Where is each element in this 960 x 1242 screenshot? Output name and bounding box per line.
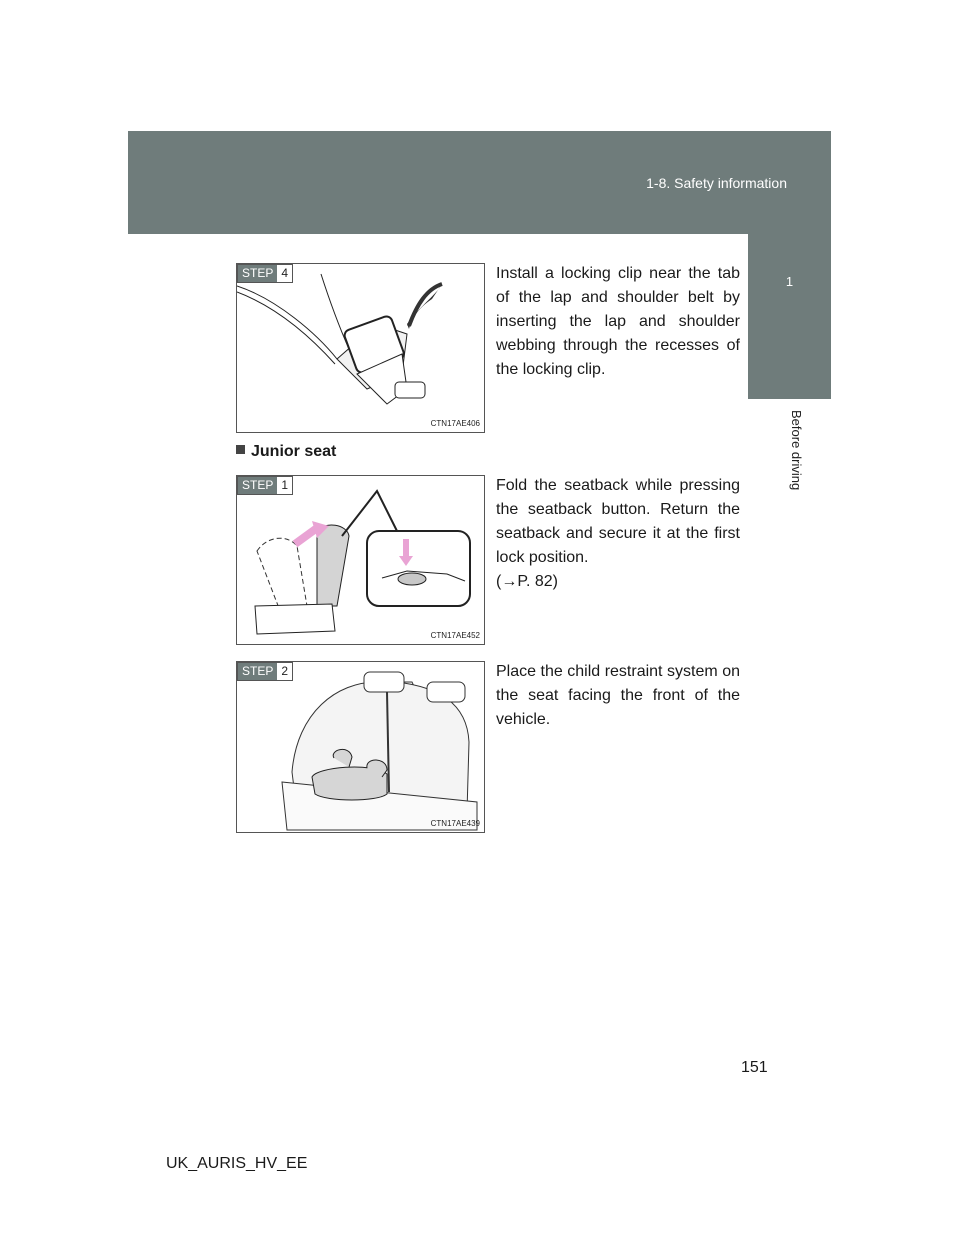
page-reference: (→P. 82) bbox=[496, 573, 558, 590]
figure-fold-seatback bbox=[236, 475, 485, 645]
step-badge-number: 1 bbox=[277, 477, 292, 494]
header-band bbox=[128, 131, 831, 234]
junior-seat-illustration bbox=[237, 662, 484, 832]
step-badge-number: 2 bbox=[277, 663, 292, 680]
step-text: Install a locking clip near the tab of the lap and shoulder belt by inserting the lap and shoulder webbing through the recesses of the locking clip. bbox=[496, 265, 740, 378]
square-bullet-icon bbox=[236, 445, 245, 454]
step-badge-label: STEP bbox=[238, 663, 277, 680]
step-badge bbox=[237, 476, 293, 495]
step-badge-label: STEP bbox=[238, 265, 277, 282]
step-badge bbox=[237, 662, 293, 681]
step-badge-number: 4 bbox=[277, 265, 292, 282]
figure-place-seat bbox=[236, 661, 485, 833]
section-heading bbox=[236, 443, 336, 461]
figure-code: CTN17AE452 bbox=[430, 631, 480, 640]
locking-clip-illustration bbox=[237, 264, 484, 432]
step-text bbox=[496, 474, 740, 594]
step-text: Place the child restraint system on the seat facing the front of the vehicle. bbox=[496, 663, 740, 728]
chapter-number: 1 bbox=[785, 274, 794, 289]
chapter-tab bbox=[748, 234, 831, 399]
page-number: 151 bbox=[741, 1059, 768, 1076]
step-text-body: Fold the seatback while pressing the seatback button. Return the seatback and secure it at the first lock position. bbox=[496, 477, 740, 566]
step-badge bbox=[237, 264, 293, 283]
chapter-label: Before driving bbox=[789, 410, 804, 491]
section-title: 1-8. Safety information bbox=[646, 175, 787, 191]
step-badge-label: STEP bbox=[238, 477, 277, 494]
document-code: UK_AURIS_HV_EE bbox=[166, 1155, 308, 1172]
section-heading-text: Junior seat bbox=[251, 443, 337, 460]
figure-code: CTN17AE406 bbox=[430, 419, 480, 428]
figure-locking-clip bbox=[236, 263, 485, 433]
seatback-illustration bbox=[237, 476, 484, 644]
figure-code: CTN17AE439 bbox=[430, 819, 480, 828]
